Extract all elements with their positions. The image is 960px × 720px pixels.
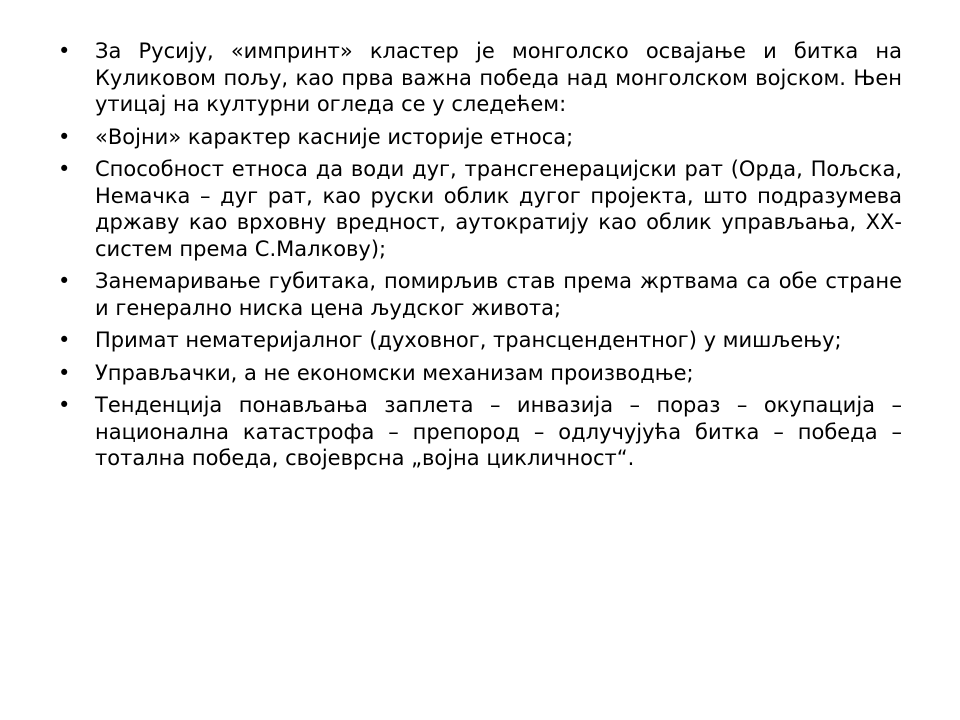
- bullet-item: [58, 327, 902, 354]
- bullet-text: За Русију, «импринт» кластер је монголско освајање и битка на Куликовом пољу, као прва важна победа над монголском војском. Њен утицај на културни огледа се у следећем:: [95, 39, 902, 116]
- bullet-text: Способност етноса да води дуг, трансгенерацијски рат (Орда, Пољска, Немачка – дуг рат, као руски облик дугог пројекта, што подразумева државу као врховну вредност, аутократију као облик управљања, ХХ-систем према С.Малкову);: [95, 157, 902, 261]
- bullet-item: [58, 392, 902, 472]
- bullet-dot-icon: •: [58, 360, 71, 385]
- bullet-dot-icon: •: [58, 157, 71, 181]
- bullet-dot-icon: •: [58, 269, 71, 293]
- bullet-dot-icon: •: [58, 393, 71, 417]
- bullet-text: Занемаривање губитака, помирљив став према жртвама са обе стране и генерално ниска цена људског живота;: [95, 269, 902, 320]
- bullet-item: [58, 38, 902, 118]
- bullet-item: [58, 268, 902, 321]
- bullet-text: Управљачки, а не економски механизам производње;: [95, 360, 694, 385]
- bullet-item: [58, 360, 902, 387]
- bullet-text: Тенденција понављања заплета – инвазија – пораз – окупација – национална катастрофа – препород – одлучујућа битка – победа – тотална победа, својеврсна „војна цикличност“.: [95, 393, 902, 470]
- bullet-text: «Војни» карактер касније историје етноса;: [95, 124, 574, 149]
- bullet-item: [58, 124, 902, 151]
- bullet-dot-icon: •: [58, 124, 71, 149]
- bullet-dot-icon: •: [58, 39, 71, 63]
- bullet-list: [58, 38, 902, 478]
- bullet-text: Примат нематеријалног (духовног, трансцендентног) у мишљењу;: [95, 328, 842, 352]
- bullet-item: [58, 156, 902, 262]
- bullet-dot-icon: •: [58, 328, 71, 352]
